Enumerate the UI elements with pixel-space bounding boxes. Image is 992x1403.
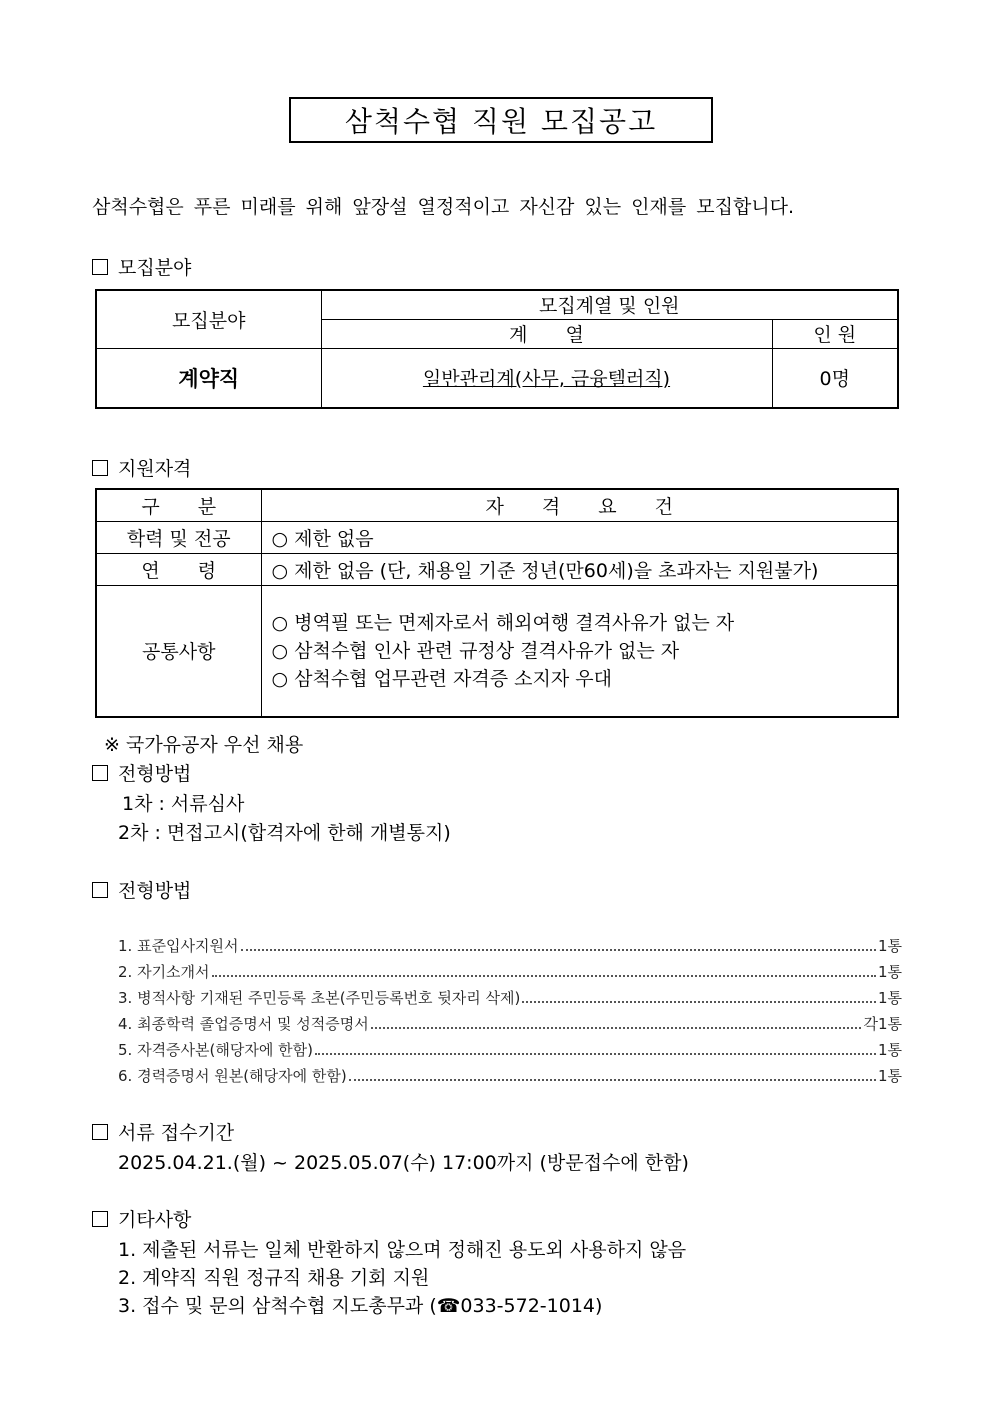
cell-count: 0명: [772, 348, 898, 408]
document-qty: 1통: [877, 989, 902, 1007]
section-label: 기타사항: [118, 1209, 192, 1231]
period-text: 2025.04.21.(월) ~ 2025.05.07(수) 17:00까지 (방문접수에 한함): [118, 1152, 689, 1174]
section-documents: [92, 876, 191, 903]
document-name: 3. 병적사항 기재된 주민등록 초본(주민등록번호 뒷자리 삭제): [118, 989, 521, 1007]
document-qty: 각1통: [863, 1015, 902, 1033]
section-selection: [92, 759, 191, 786]
document-item: [118, 935, 902, 956]
document-item: [118, 961, 902, 982]
etc-item: 3. 접수 및 문의 삼척수협 지도총무과 (☎033-572-1014): [118, 1295, 603, 1317]
section-label: 서류 접수기간: [118, 1122, 235, 1144]
intro-text: 삼척수협은 푸른 미래를 위해 앞장설 열정적이고 자신감 있는 인재를 모집합니다.: [92, 196, 795, 218]
section-label: 모집분야: [118, 257, 192, 279]
etc-item: 1. 제출된 서류는 일체 반환하지 않으며 정해진 용도외 사용하지 않음: [118, 1239, 687, 1261]
checkbox-icon: [92, 460, 108, 476]
section-qualification: [92, 454, 191, 481]
qualification-table: [95, 488, 899, 718]
selection-step: 1차 : 서류심사: [122, 793, 245, 815]
document-item: [118, 987, 902, 1008]
note: ※ 국가유공자 우선 채용: [104, 734, 304, 756]
section-label: 전형방법: [118, 763, 192, 785]
document-name: 4. 최종학력 졸업증명서 및 성적증명서: [118, 1015, 369, 1033]
document-item: [118, 1065, 902, 1086]
requirement-line: ○ 병역필 또는 면제자로서 해외여행 결격사유가 없는 자: [271, 611, 735, 634]
header-field: 모집분야: [96, 290, 321, 348]
document-item: [118, 1013, 902, 1034]
checkbox-icon: [92, 765, 108, 781]
cell-category: 공통사항: [96, 585, 261, 717]
cell-requirement: ○ 제한 없음: [261, 521, 898, 553]
document-qty: 1통: [877, 937, 902, 955]
document-name: 1. 표준입사지원서: [118, 937, 239, 955]
section-period: [92, 1118, 234, 1145]
cell-requirement: ○ 제한 없음 (단, 채용일 기준 정년(만60세)을 초과자는 지원불가): [261, 553, 898, 585]
document-qty: 1통: [877, 1041, 902, 1059]
header-category: 구 분: [96, 489, 261, 521]
section-field: [92, 253, 191, 280]
header-group: 모집계열 및 인원: [321, 290, 898, 319]
requirement-line: ○ 삼척수협 인사 관련 규정상 결격사유가 없는 자: [271, 639, 680, 662]
requirement-line: ○ 삼척수협 업무관련 자격증 소지자 우대: [271, 667, 612, 690]
section-label: 전형방법: [118, 880, 192, 902]
cell-field: 계약직: [96, 348, 321, 408]
section-label: 지원자격: [118, 458, 192, 480]
section-etc: [92, 1205, 191, 1232]
document-name: 5. 자격증사본(해당자에 한함): [118, 1041, 313, 1059]
checkbox-icon: [92, 259, 108, 275]
checkbox-icon: [92, 882, 108, 898]
cell-category: 학력 및 전공: [96, 521, 261, 553]
field-table: [95, 289, 899, 409]
document-name: 2. 자기소개서: [118, 963, 210, 981]
checkbox-icon: [92, 1124, 108, 1140]
header-series: 계 열: [321, 319, 772, 348]
header-count: 인 원: [772, 319, 898, 348]
document-qty: 1통: [877, 1067, 902, 1085]
document-qty: 1통: [877, 963, 902, 981]
cell-category: 연 령: [96, 553, 261, 585]
cell-series: 일반관리계(사무, 금융텔러직): [321, 348, 772, 408]
header-requirement: 자 격 요 건: [261, 489, 898, 521]
cell-requirement: [261, 585, 898, 717]
document-item: [118, 1039, 902, 1060]
page-title: 삼척수협 직원 모집공고: [289, 97, 713, 143]
selection-step: 2차 : 면접고시(합격자에 한해 개별통지): [118, 822, 451, 844]
document-name: 6. 경력증명서 원본(해당자에 한함): [118, 1067, 347, 1085]
etc-item: 2. 계약직 직원 정규직 채용 기회 지원: [118, 1267, 430, 1289]
checkbox-icon: [92, 1211, 108, 1227]
